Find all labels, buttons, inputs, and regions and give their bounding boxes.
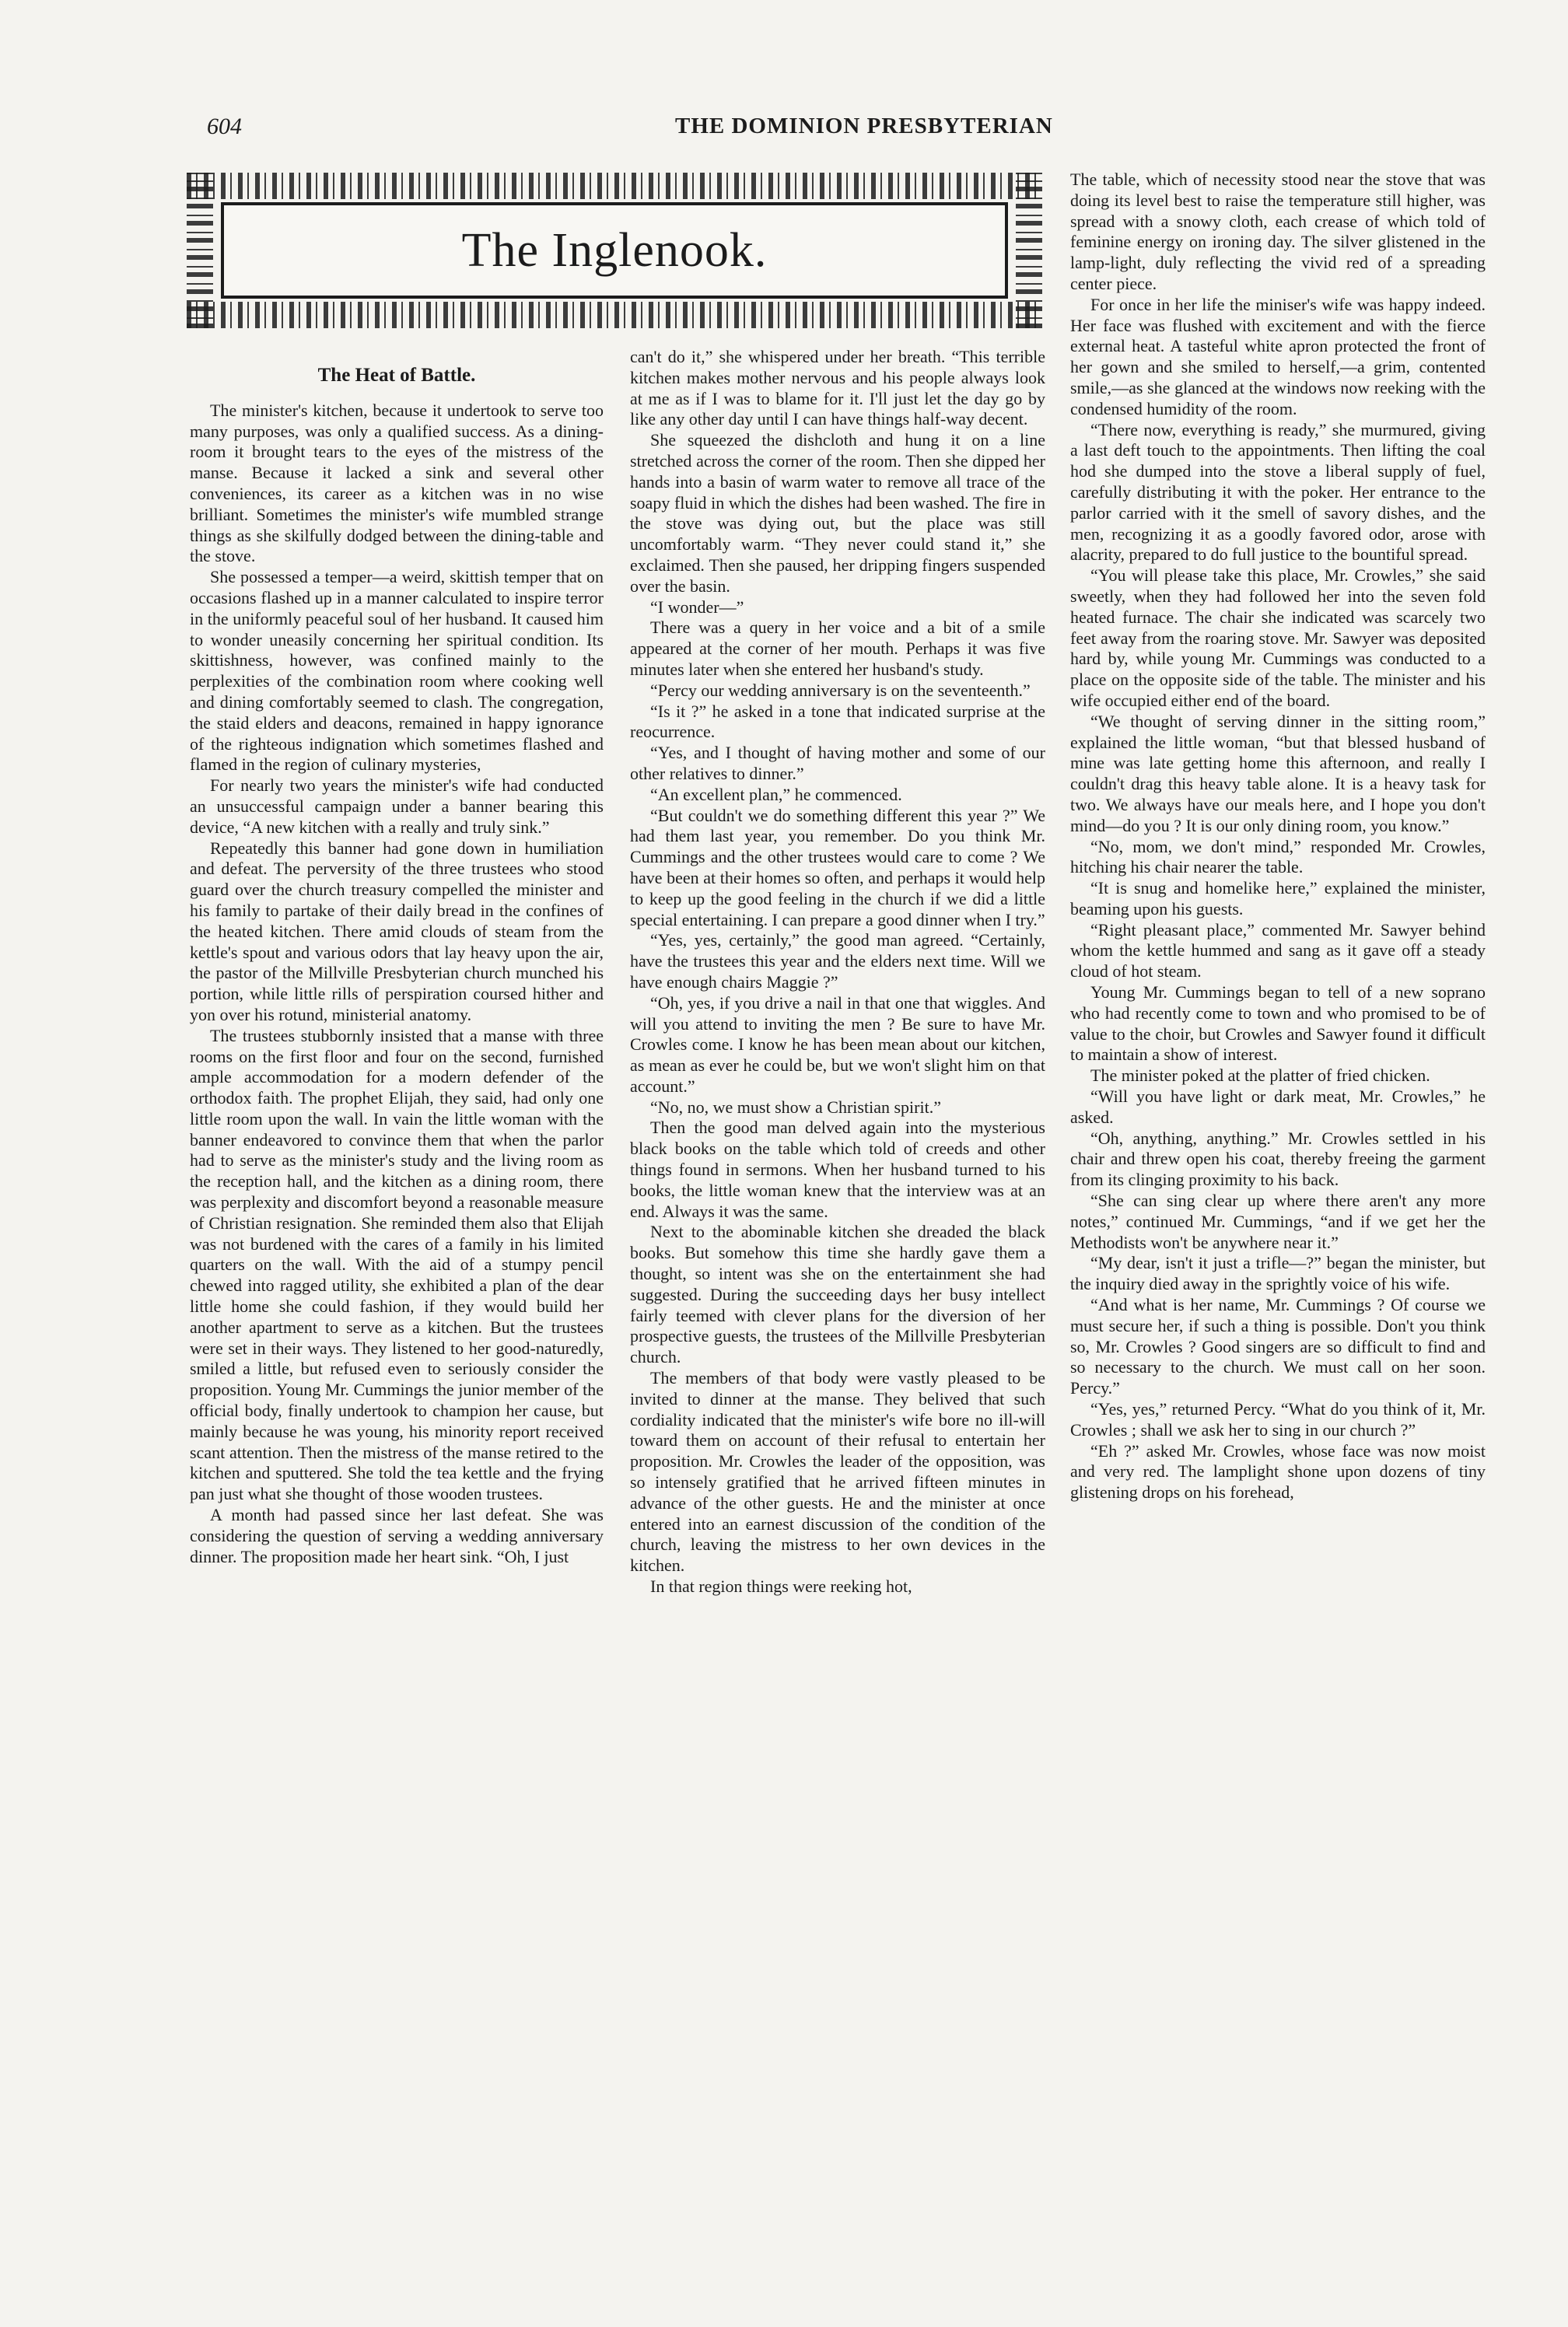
paragraph: “Yes, and I thought of having mother and some of our other relatives to dinner.” [630, 743, 1045, 783]
paragraph: Repeatedly this banner had gone down in humiliation and defeat. The perversity of the three trustees who stood guard over the church treasury compelled the minister and his family to partake of their daily bread in the confines of the heated kitchen. There amid clouds of steam from the kettle's spout and various odors that lay heavy upon the air, the pastor of the Millville Presbyterian church munched his portion, while little rills of perspiration coursed hither and yon over his rotund, ministerial anatomy. [190, 838, 604, 1024]
paragraph: In that region things were reeking hot, [650, 1576, 912, 1597]
paragraph: “We thought of serving dinner in the sitting room,” explained the little woman, “but that blessed husband of mine was late getting home this afternoon, and really I couldn't drag this heavy table alone. It is a heavy task for two. We always have our meals here, and I hope you don't mind—do you ? It is our only dining room, you know.” [1070, 711, 1486, 835]
paragraph: Next to the abominable kitchen she dreaded the black books. But somehow this time she hardly gave them a thought, so intent was she on the entertainment she had suggested. During the succeeding days her busy intellect fairly teemed with clever plans for the diversion of her prospective guests, the trustees of the Millville Presbyterian church. [630, 1222, 1045, 1367]
paragraph: Then the good man delved again into the mysterious black books on the table which told of creeds and other things found in sermons. When her husband turned to his books, the little woman knew that the interview was at an end. Always it was the same. [630, 1118, 1045, 1221]
banner-frame [221, 202, 1008, 299]
paragraph: She squeezed the dishcloth and hung it on a line stretched across the corner of the room. Then she dipped her hands into a basin of warm water to remove all trace of the soapy fluid in which the dishes had been washed. The fire in the stove was dying out, but the place was still uncomfortably warm. “They never could stand it,” she exclaimed. Then she paused, her dripping fingers suspended over the basin. [630, 430, 1045, 596]
paragraph: “Oh, yes, if you drive a nail in that one that wiggles. And will you attend to inviting the men ? Be sure to have Mr. Crowles come. I know he has been mean about our kitchen, as mean as ever he could be, but we won't slight him on that account.” [630, 992, 1045, 1096]
paragraph: “I wonder—” [650, 597, 744, 617]
paragraph: For nearly two years the minister's wife had conducted an unsuccessful campaign under a banner bearing this device, “A new kitchen with a really and truly sink.” [190, 775, 604, 837]
running-head: THE DOMINION PRESBYTERIAN [675, 114, 1053, 138]
section-title: The Inglenook. [461, 223, 768, 277]
paragraph: A month had passed since her last defeat. She was considering the question of serving a wedding anniversary dinner. The proposition made her heart sink. “Oh, I just [190, 1505, 604, 1566]
paragraph: The table, which of necessity stood near the stove that was doing its level best to raise the temperature still higher, was spread with a snowy cloth, each crease of which told of feminine energy on ironing day. The silver glistened in the lamp-light, duly reflecting the vivid red of a spreading center piece. [1070, 170, 1486, 293]
column-2 [630, 347, 1045, 1597]
paragraph: For once in her life the miniser's wife was happy indeed. Her face was flushed with excitement and with the fierce external heat. A tasteful white apron protected the front of her gown and she smiled to herself,—a grim, contented smile,—as she glanced at the windows now reeking with the condensed humidity of the room. [1070, 294, 1486, 418]
paragraph: “My dear, isn't it just a trifle—?” began the minister, but the inquiry died away in the sprightly voice of his wife. [1070, 1253, 1486, 1294]
page-number: 604 [207, 114, 242, 139]
paragraph: “Yes, yes, certainly,” the good man agreed. “Certainly, have the trustees this year and the elders next time. Will we have enough chairs Maggie ?” [630, 930, 1045, 992]
paragraph: The minister poked at the platter of fried chicken. [1090, 1066, 1430, 1086]
paragraph: “She can sing clear up where there aren't any more notes,” continued Mr. Cummings, “and if we get her the Methodists won't be anywhere near it.” [1070, 1191, 1486, 1252]
paragraph: “And what is her name, Mr. Cummings ? Of course we must secure her, if such a thing is possible. Don't you think so, Mr. Crowles ? Good singers are so difficult to find and so necessary to the church. We must call on her soon. Percy.” [1070, 1295, 1486, 1398]
paragraph: “Right pleasant place,” commented Mr. Sawyer behind whom the kettle hummed and sang as it gave off a steady cloud of hot steam. [1070, 919, 1486, 982]
paragraph: “You will please take this place, Mr. Crowles,” she said sweetly, when they had followed her into the seven fold heated furnace. The chair she indicated was scarcely two feet away from the roaring stove. Mr. Sawyer was deposited hard by, while young Mr. Cummings was conducted to a place on the opposite side of the table. The minister and his wife occupied either end of the board. [1070, 565, 1486, 710]
paragraph: “No, mom, we don't mind,” responded Mr. Crowles, hitching his chair nearer the table. [1070, 836, 1486, 877]
paragraph: “Oh, anything, anything.” Mr. Crowles settled in his chair and threw open his coat, thereby freeing the garment from its clinging proximity to his back. [1070, 1128, 1486, 1190]
paragraph: The members of that body were vastly pleased to be invited to dinner at the manse. They belived that such cordiality indicated that the minister's wife bore no ill-will toward them on account of their refusal to entertain her proposition. Mr. Crowles the leader of the opposition, was so intensely gratified that he arrived fifteen minutes in advance of the other guests. He and the minister at once entered into an earnest discussion of the condition of the church, leaving the mistress to her own devices in the kitchen. [630, 1368, 1045, 1576]
paragraph: “Eh ?” asked Mr. Crowles, whose face was now moist and very red. The lamplight shone upon dozens of tiny glistening drops on his forehead, [1070, 1440, 1486, 1503]
paragraph: “It is snug and homelike here,” explained the minister, beaming upon his guests. [1070, 878, 1486, 919]
ornament-border-left [187, 173, 213, 328]
paragraph: can't do it,” she whispered under her breath. “This terrible kitchen makes mother nervous and his people always look at me as if I was to blame for it. I'll just let the day go by like any other day until I can have things half-way decent. [630, 347, 1045, 429]
ornament-border-top [187, 173, 1042, 199]
paragraph: “An excellent plan,” he commenced. [650, 784, 902, 804]
paragraph: “Yes, yes,” returned Percy. “What do you think of it, Mr. Crowles ; shall we ask her to sing in our church ?” [1070, 1399, 1486, 1440]
paragraph: “Percy our wedding anniversary is on the seventeenth.” [650, 680, 1031, 700]
paragraph: “But couldn't we do something different this year ?” We had them last year, you remember. Do you think Mr. Cummings and the other trustees would care to come ? We have been at their homes so often, and perhaps it would help to keep up the good feeling in the church if we did a little special entertaining. I can prepare a good dinner when I try.” [630, 805, 1045, 929]
paragraph: There was a query in her voice and a bit of a smile appeared at the corner of her mouth. Perhaps it was five minutes later when she entered her husband's study. [630, 618, 1045, 679]
ornament-border-bottom [187, 302, 1042, 328]
paragraph: “There now, everything is ready,” she murmured, giving a last deft touch to the appointments. Then lifting the coal hod she dumped into the stove a liberal supply of fuel, carefully distributing it with the poker. Her entrance to the parlor carried with it the smell of savory dishes, and the men, recognizing it as a goodly favored odor, arose with alacrity, prepared to do full justice to the bountiful spread. [1070, 419, 1486, 565]
paragraph: “No, no, we must show a Christian spirit.” [650, 1097, 941, 1117]
column-1 [190, 366, 604, 1567]
paragraph: “Will you have light or dark meat, Mr. Crowles,” he asked. [1070, 1087, 1486, 1127]
paragraph: Young Mr. Cummings began to tell of a new soprano who had recently come to town and who promised to be of value to the choir, but Crowles and Sawyer found it difficult to maintain a show of interest. [1070, 982, 1486, 1065]
paragraph: The trustees stubbornly insisted that a manse with three rooms on the first floor and four on the second, furnished ample accommodation for a modern defender of the orthodox faith. The prophet Elijah, they said, had only one little room upon the wall. In vain the little woman with the banner endeavored to convince them that when the parlor had to serve as the minister's study and the living room as the reception hall, and the kitchen as a dining room, there was perplexity and discomfort beyond a reasonable measure of Christian resignation. She reminded them also that Elijah was not burdened with the cares of a family in his limited quarters on the wall. With the aid of a stumpy pencil chewed into ragged utility, she exhibited a plan of the dear little home she could fashion, if they would build her another apartment to serve as a kitchen. But the trustees were set in their ways. They listened to her good-naturedly, smiled a little, but refused even to seriously consider the proposition. Young Mr. Cummings the junior member of the official body, finally undertook to champion her cause, but mainly because he was young, his minority report received scant attention. Then the mistress of the manse retired to the kitchen and sputtered. She told the tea kettle and the frying pan just what she thought of those wooden trustees. [190, 1025, 604, 1504]
paragraph: She possessed a temper—a weird, skittish temper that on occasions flashed up in a manner calculated to inspire terror in the uniformly peaceful soul of her husband. It caused him to wonder uneasily concerning her spiritual condition. Its skittishness, however, was confined mainly to the perplexities of the combination room where cooking well and dining comfortably seemed to clash. The congregation, the staid elders and deacons, remained in happy ignorance of the righteous indignation which sometimes flashed and flamed in the region of culinary mysteries, [190, 567, 604, 775]
section-banner [187, 173, 1042, 328]
paragraph: “Is it ?” he asked in a tone that indicated surprise at the reocurrence. [630, 701, 1045, 742]
paragraph: The minister's kitchen, because it undertook to serve too many purposes, was only a qualified success. As a dining-room it brought tears to the eyes of the mistress of the manse. Because it lacked a sink and several other conveniences, its career as a kitchen was in no wise brilliant. Sometimes the minister's wife mumbled strange things as she skilfully dodged between the dining-table and the stove. [190, 400, 604, 566]
article-heading: The Heat of Battle. [317, 365, 476, 386]
column-3 [1070, 170, 1486, 1503]
ornament-border-right [1016, 173, 1042, 328]
